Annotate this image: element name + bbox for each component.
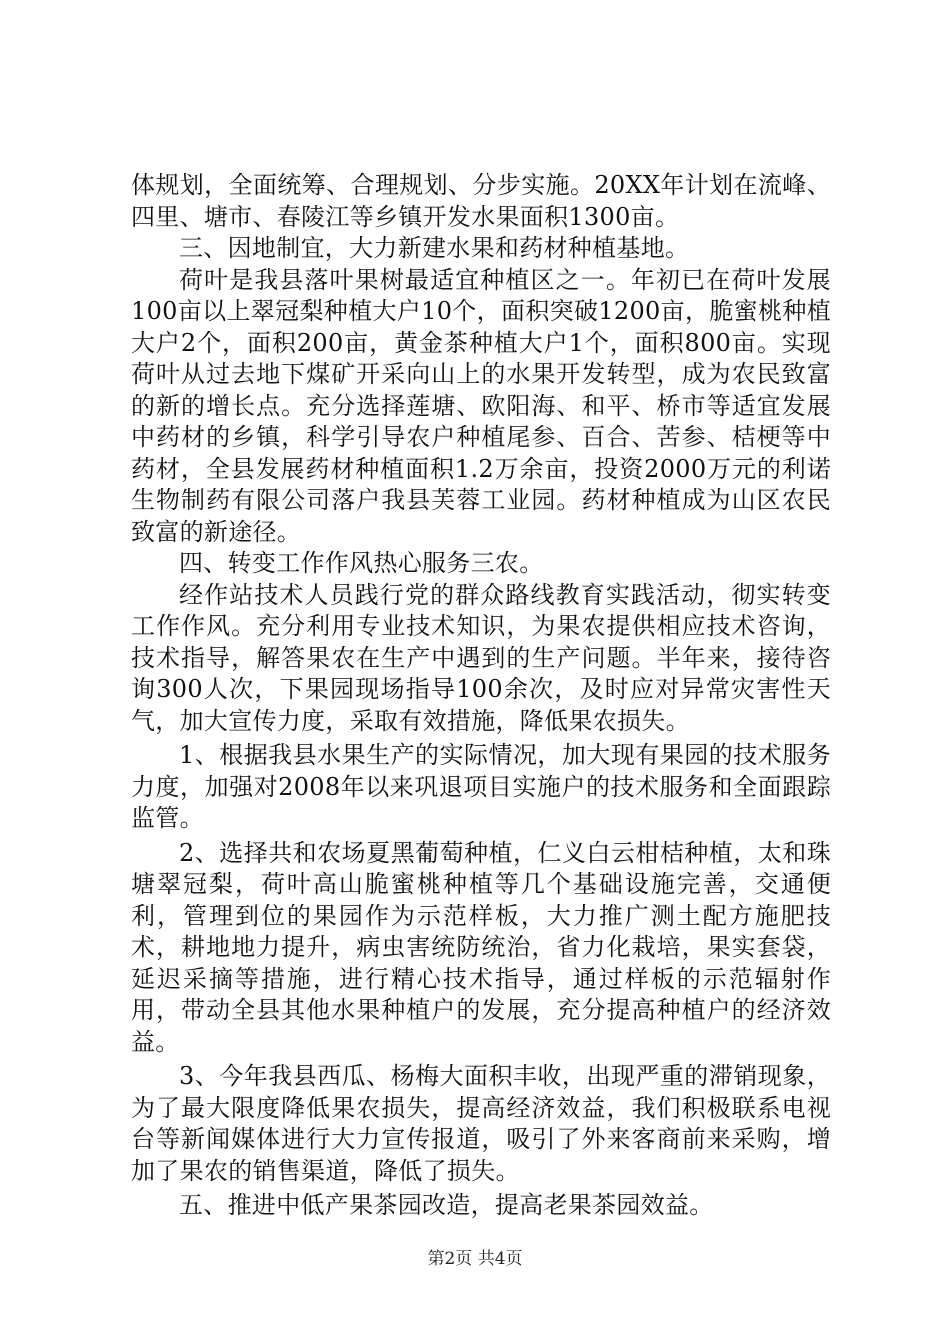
paragraph-heye: 荷叶是我县落叶果树最适宜种植区之一。年初已在荷叶发展100亩以上翠冠梨种植大户10个，面积突破1200亩，脆蜜桃种植大户2个，面积200亩，黄金茶种植大户1个，面积800亩。实现荷叶从过去地下煤矿开采向山上的水果开发转型，成为农民致富的新的增长点。充分选择莲塘、欧阳海、和平、桥市等适宜发展中药材的乡镇，科学引导农户种植尾参、百合、苦参、桔梗等中药材，全县发展药材种植面积1.2万余亩，投资2000万元的利诺生物制药有限公司落户我县芙蓉工业园。药材种植成为山区农民致富的新途径。: [131, 265, 831, 546]
list-item-1: 1、根据我县水果生产的实际情况，加大现有果园的技术服务力度，加强对2008年以来巩退项目实施户的技术服务和全面跟踪监管。: [131, 741, 831, 832]
list-item-2: 2、选择共和农场夏黑葡萄种植，仁义白云柑桔种植，太和珠塘翠冠梨，荷叶高山脆蜜桃种植等几个基础设施完善，交通便利，管理到位的果园作为示范样板，大力推广测土配方施肥技术，耕地地力提升，病虫害统防统治，省力化栽培，果实套袋，延迟采摘等措施，进行精心技术指导，通过样板的示范辐射作用，带动全县其他水果种植户的发展，充分提高种植户的经济效益。: [131, 838, 831, 1056]
page-footer: 第2页 共4页: [427, 1249, 523, 1269]
document-body: [131, 170, 831, 1222]
paragraph-work-style: 经作站技术人员践行党的群众路线教育实践活动，彻实转变工作作风。充分利用专业技术知识，为果农提供相应技术咨询，技术指导，解答果农在生产中遇到的生产问题。半年来，接待咨询300人次，下果园现场指导100余次，及时应对异常灾害性天气，加大宣传力度，采取有效措施，降低果农损失。: [131, 580, 831, 735]
section-heading-3: 三、因地制宜，大力新建水果和药材种植基地。: [179, 234, 690, 262]
section-heading-5: 五、推进中低产果茶园改造，提高老果茶园效益。: [179, 1191, 714, 1219]
list-item-3: 3、今年我县西瓜、杨梅大面积丰收，出现严重的滞销现象，为了最大限度降低果农损失，提高经济效益，我们积极联系电视台等新闻媒体进行大力宣传报道，吸引了外来客商前来采购，增加了果农的销售渠道，降低了损失。: [131, 1062, 831, 1185]
paragraph-continuation: 体规划，全面统筹、合理规划、分步实施。20XX年计划在流峰、四里、塘市、春陵江等乡镇开发水果面积1300亩。: [131, 171, 831, 231]
section-heading-4: 四、转变工作作风热心服务三农。: [179, 549, 544, 577]
